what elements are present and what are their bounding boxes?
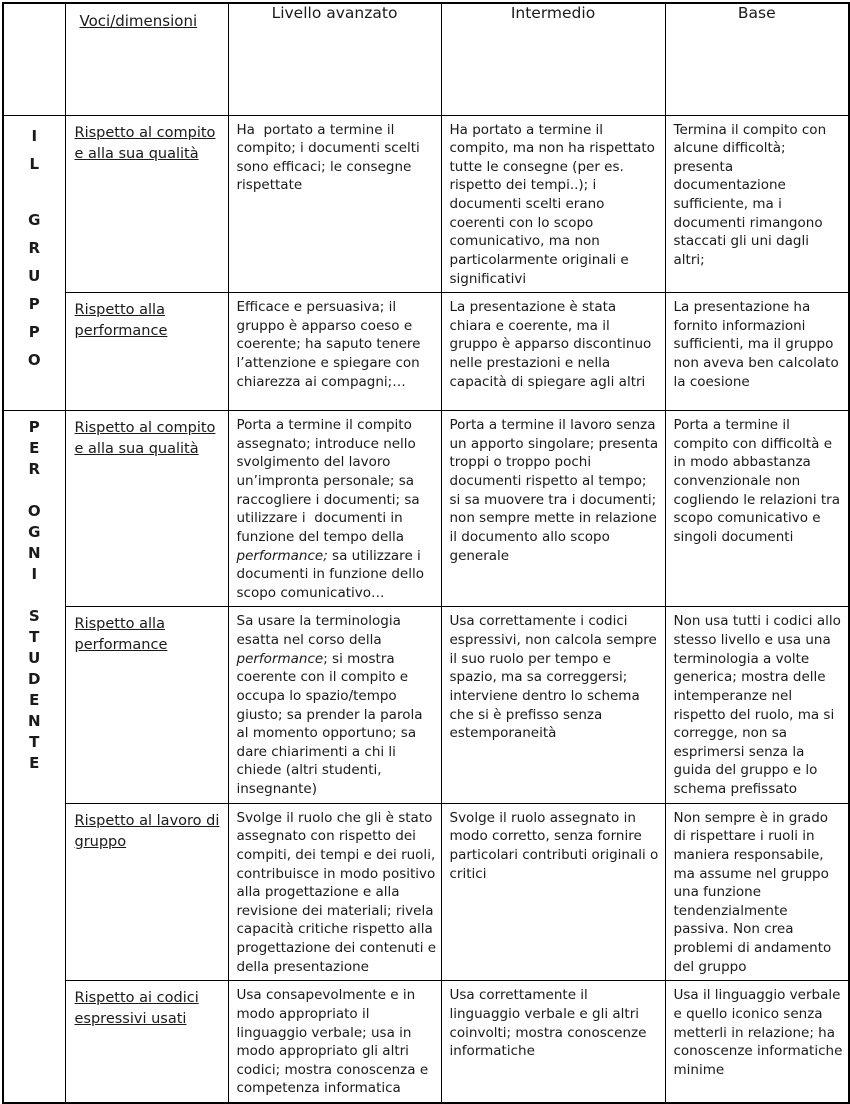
descriptor-cell-intermedio: Ha portato a termine il compito, ma non ha rispettato tutte le consegne (per es. rispetto dei tempi..); i documenti scelti erano coerenti con lo scopo comunicativo, ma non particolarmente originali e significativi bbox=[441, 115, 665, 293]
section-letter: T bbox=[29, 733, 40, 752]
descriptor-cell-base: Porta a termine il compito con difficoltà e in modo abbastanza convenzionale non cogliendo le relazioni tra scopo comunicativo e singoli documenti bbox=[665, 411, 849, 607]
row-label-cell bbox=[65, 803, 228, 981]
section-letter: G bbox=[28, 523, 41, 542]
header-corner-cell bbox=[3, 3, 65, 115]
section-letter: E bbox=[29, 691, 40, 710]
section-letter: T bbox=[29, 628, 40, 647]
section-letter: O bbox=[27, 350, 41, 369]
descriptor-cell-avanzato: Porta a termine il compito assegnato; introduce nello svolgimento del lavoro un’impronta personale; sa raccogliere i documenti; sa utilizzare i documenti in funzione del tempo della performance; sa utilizzare i documenti in funzione dello scopo comunicativo… bbox=[228, 411, 441, 607]
header-level-intermedio: Intermedio bbox=[441, 3, 665, 115]
row-label-text: Rispetto al compito e alla sua qualità bbox=[74, 124, 216, 162]
section-letter: R bbox=[28, 460, 41, 479]
section-letter: N bbox=[27, 712, 41, 731]
descriptor-cell-intermedio: Porta a termine il lavoro senza un apporto singolare; presenta troppi o troppo pochi documenti rispetto al tempo; si sa muovere tra i documenti; non sempre mette in relazione il documento allo scopo generale bbox=[441, 411, 665, 607]
section-vertical-label bbox=[3, 115, 65, 411]
header-dimensions-cell bbox=[65, 3, 228, 115]
descriptor-cell-avanzato: Ha portato a termine il compito; i documenti scelti sono efficaci; le consegne rispettate bbox=[228, 115, 441, 293]
section-letter: O bbox=[27, 502, 41, 521]
section-letter: P bbox=[28, 418, 40, 437]
section-letter: U bbox=[28, 649, 41, 668]
section-letter: S bbox=[28, 607, 40, 626]
italic-term: performance; bbox=[236, 547, 328, 564]
descriptor-cell-avanzato: Usa consapevolmente e in modo appropriato il linguaggio verbale; usa in modo appropriato gli altri codici; mostra conoscenza e competenza informatica bbox=[228, 981, 441, 1103]
section-letter: P bbox=[28, 322, 40, 341]
header-level-base: Base bbox=[665, 3, 849, 115]
descriptor-cell-avanzato: Sa usare la terminologia esatta nel corso della performance; si mostra coerente con il compito e occupa lo spazio/tempo giusto; sa prender la parola al momento opportuno; sa dare chiarimenti a chi li chiede (altri studenti, insegnante) bbox=[228, 607, 441, 803]
italic-term: performance bbox=[236, 650, 324, 667]
row-label-cell bbox=[65, 293, 228, 411]
row-label-text: Rispetto al compito e alla sua qualità bbox=[74, 420, 216, 458]
table-row bbox=[3, 803, 849, 981]
section-letter: D bbox=[28, 670, 41, 689]
section-letter: U bbox=[28, 266, 41, 285]
row-label-cell bbox=[65, 411, 228, 607]
section-letter: L bbox=[29, 154, 40, 173]
descriptor-cell-base: Termina il compito con alcune difficoltà; presenta documentazione sufficiente, ma i documenti rimangono staccati gli uni dagli altri; bbox=[665, 115, 849, 293]
descriptor-cell-intermedio: La presentazione è stata chiara e coerente, ma il gruppo è apparso discontinuo nelle prestazioni e nella capacità di spiegare agli altri bbox=[441, 293, 665, 411]
table-row bbox=[3, 607, 849, 803]
section-letter: N bbox=[27, 544, 41, 563]
row-label-cell bbox=[65, 607, 228, 803]
rubric-table-body bbox=[3, 115, 849, 1103]
section-letter: P bbox=[28, 294, 40, 313]
rubric-table bbox=[2, 2, 850, 1104]
header-level-avanzato: Livello avanzato bbox=[228, 3, 441, 115]
section-letter: E bbox=[29, 439, 40, 458]
header-row bbox=[3, 3, 849, 115]
descriptor-cell-base: La presentazione ha fornito informazioni sufficienti, ma il gruppo non aveva ben calcolato la coesione bbox=[665, 293, 849, 411]
descriptor-cell-base: Non sempre è in grado di rispettare i ruoli in maniera responsabile, ma assume nel gruppo una funzione tendenzialmente passiva. Non crea problemi di andamento del gruppo bbox=[665, 803, 849, 981]
section-vertical-label bbox=[3, 411, 65, 1103]
table-row bbox=[3, 411, 849, 607]
row-label-text: Rispetto al lavoro di gruppo bbox=[74, 812, 220, 850]
row-label-cell bbox=[65, 115, 228, 293]
section-letter: E bbox=[29, 754, 40, 773]
section-letter: I bbox=[31, 126, 38, 145]
section-letter: R bbox=[28, 238, 41, 257]
section-letter: I bbox=[31, 565, 38, 584]
descriptor-cell-avanzato: Svolge il ruolo che gli è stato assegnato con rispetto dei compiti, dei tempi e dei ruoli, contribuisce in modo positivo alla progettazione e alla revisione dei materiali; rivela capacità critiche rispetto alla progettazione dei contenuti e della presentazione bbox=[228, 803, 441, 981]
row-label-cell bbox=[65, 981, 228, 1103]
section-letter: G bbox=[28, 210, 41, 229]
row-label-text: Rispetto alla performance bbox=[74, 616, 168, 654]
descriptor-cell-intermedio: Usa correttamente il linguaggio verbale e gli altri coinvolti; mostra conoscenze informatiche bbox=[441, 981, 665, 1103]
descriptor-cell-base: Non usa tutti i codici allo stesso livello e usa una terminologia a volte generica; mostra delle intemperanze nel rispetto del ruolo, ma si corregge, non sa esprimersi senza la guida del gruppo e lo schema prefissato bbox=[665, 607, 849, 803]
row-label-text: Rispetto ai codici espressivi usati bbox=[74, 990, 199, 1028]
row-label-text: Rispetto alla performance bbox=[74, 302, 168, 340]
descriptor-cell-base: Usa il linguaggio verbale e quello iconico senza metterli in relazione; ha conoscenze informatiche minime bbox=[665, 981, 849, 1103]
table-row bbox=[3, 293, 849, 411]
descriptor-cell-intermedio: Usa correttamente i codici espressivi, non calcola sempre il suo ruolo per tempo e spazio, ma sa correggersi; interviene dentro lo schema che si è prefisso senza estemporaneità bbox=[441, 607, 665, 803]
table-row bbox=[3, 115, 849, 293]
header-dimensions-label: Voci/dimensioni bbox=[79, 12, 198, 30]
descriptor-cell-avanzato: Efficace e persuasiva; il gruppo è apparso coeso e coerente; ha saputo tenere l’attenzione e spiegare con chiarezza ai compagni;… bbox=[228, 293, 441, 411]
table-row bbox=[3, 981, 849, 1103]
descriptor-cell-intermedio: Svolge il ruolo assegnato in modo corretto, senza fornire particolari contributi originali o critici bbox=[441, 803, 665, 981]
